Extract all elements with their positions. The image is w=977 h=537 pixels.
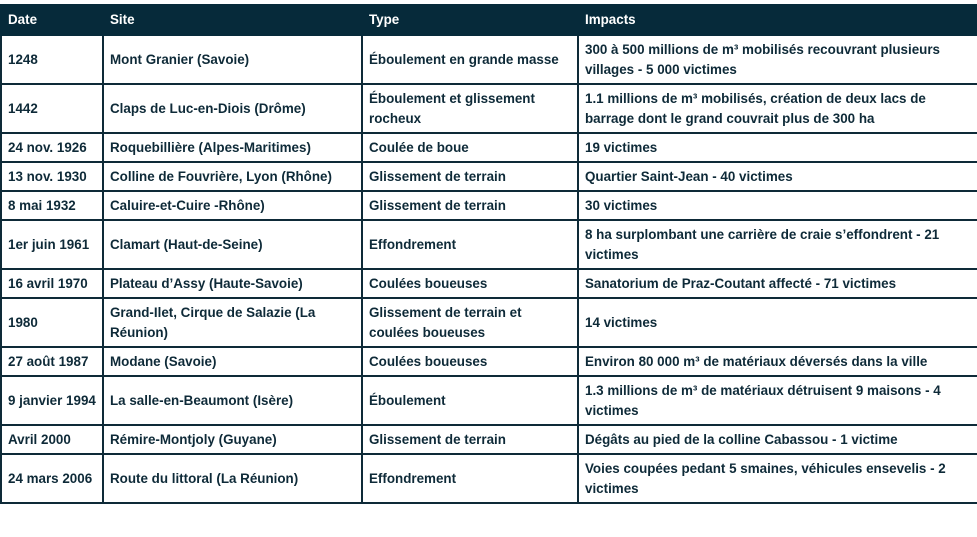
table-row — [1, 376, 977, 425]
cell-date: 9 janvier 1994 — [1, 376, 103, 425]
cell-date: Avril 2000 — [1, 425, 103, 454]
table-row — [1, 191, 977, 220]
cell-type: Glissement de terrain et coulées boueuses — [362, 298, 578, 347]
table-row — [1, 454, 977, 503]
cell-type: Effondrement — [362, 454, 578, 503]
cell-impacts: 1.1 millions de m³ mobilisés, création de deux lacs de barrage dont le grand couvrait plus de 300 ha — [578, 84, 977, 133]
cell-type: Glissement de terrain — [362, 191, 578, 220]
cell-impacts: 30 victimes — [578, 191, 977, 220]
table-row — [1, 133, 977, 162]
header-date: Date — [1, 5, 103, 35]
table-row — [1, 162, 977, 191]
header-impacts: Impacts — [578, 5, 977, 35]
cell-site: Modane (Savoie) — [103, 347, 362, 376]
cell-impacts: Sanatorium de Praz-Coutant affecté - 71 victimes — [578, 269, 977, 298]
cell-impacts: Environ 80 000 m³ de matériaux déversés dans la ville — [578, 347, 977, 376]
cell-type: Coulées boueuses — [362, 269, 578, 298]
cell-impacts: Voies coupées pedant 5 smaines, véhicules ensevelis - 2 victimes — [578, 454, 977, 503]
cell-site: La salle-en-Beaumont (Isère) — [103, 376, 362, 425]
cell-impacts: Dégâts au pied de la colline Cabassou - 1 victime — [578, 425, 977, 454]
cell-type: Glissement de terrain — [362, 425, 578, 454]
landslide-table — [0, 4, 977, 504]
cell-site: Claps de Luc-en-Diois (Drôme) — [103, 84, 362, 133]
cell-site: Clamart (Haut-de-Seine) — [103, 220, 362, 269]
table-row — [1, 220, 977, 269]
cell-impacts: Quartier Saint-Jean - 40 victimes — [578, 162, 977, 191]
cell-date: 1442 — [1, 84, 103, 133]
cell-type: Éboulement — [362, 376, 578, 425]
cell-impacts: 8 ha surplombant une carrière de craie s’effondrent - 21 victimes — [578, 220, 977, 269]
cell-date: 1980 — [1, 298, 103, 347]
cell-site: Mont Granier (Savoie) — [103, 35, 362, 84]
cell-date: 16 avril 1970 — [1, 269, 103, 298]
cell-site: Plateau d’Assy (Haute-Savoie) — [103, 269, 362, 298]
cell-type: Éboulement en grande masse — [362, 35, 578, 84]
table-row — [1, 347, 977, 376]
cell-date: 8 mai 1932 — [1, 191, 103, 220]
header-type: Type — [362, 5, 578, 35]
cell-type: Éboulement et glissement rocheux — [362, 84, 578, 133]
table-row — [1, 35, 977, 84]
landslide-table-container — [0, 4, 977, 504]
cell-date: 1248 — [1, 35, 103, 84]
cell-site: Rémire-Montjoly (Guyane) — [103, 425, 362, 454]
header-site: Site — [103, 5, 362, 35]
cell-type: Effondrement — [362, 220, 578, 269]
cell-type: Coulée de boue — [362, 133, 578, 162]
cell-date: 24 mars 2006 — [1, 454, 103, 503]
cell-impacts: 19 victimes — [578, 133, 977, 162]
cell-site: Roquebillière (Alpes-Maritimes) — [103, 133, 362, 162]
cell-impacts: 14 victimes — [578, 298, 977, 347]
table-row — [1, 84, 977, 133]
table-row — [1, 298, 977, 347]
cell-site: Grand-Ilet, Cirque de Salazie (La Réunion) — [103, 298, 362, 347]
cell-date: 13 nov. 1930 — [1, 162, 103, 191]
cell-date: 24 nov. 1926 — [1, 133, 103, 162]
table-row — [1, 269, 977, 298]
cell-date: 1er juin 1961 — [1, 220, 103, 269]
cell-site: Colline de Fouvrière, Lyon (Rhône) — [103, 162, 362, 191]
cell-impacts: 300 à 500 millions de m³ mobilisés recouvrant plusieurs villages - 5 000 victimes — [578, 35, 977, 84]
table-header-row — [1, 5, 977, 35]
cell-type: Coulées boueuses — [362, 347, 578, 376]
cell-date: 27 août 1987 — [1, 347, 103, 376]
cell-impacts: 1.3 millions de m³ de matériaux détruisent 9 maisons - 4 victimes — [578, 376, 977, 425]
cell-type: Glissement de terrain — [362, 162, 578, 191]
cell-site: Route du littoral (La Réunion) — [103, 454, 362, 503]
cell-site: Caluire-et-Cuire -Rhône) — [103, 191, 362, 220]
table-row — [1, 425, 977, 454]
